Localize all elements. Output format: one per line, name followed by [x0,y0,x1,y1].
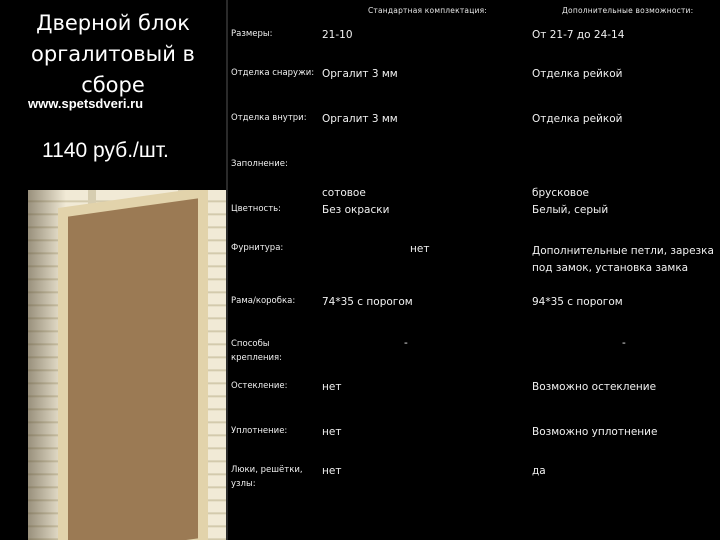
website-url: www.spetsdveri.ru [28,96,144,111]
standard-value: - [404,337,408,349]
left-panel [0,0,226,540]
header-standard: Стандартная комплектация: [368,6,488,15]
row-label: Отделка снаружи: [231,68,315,78]
standard-value: 74*35 с порогом [322,296,413,308]
standard-value: нет [322,465,342,477]
standard-value: Оргалит 3 мм [322,113,398,125]
extra-value: От 21-7 до 24-14 [532,29,625,41]
extra-value: Белый, серый [532,204,609,216]
standard-value: сотовое [322,187,366,199]
standard-value: 21-10 [322,29,353,41]
extra-value: 94*35 с порогом [532,296,623,308]
product-title [0,8,226,101]
row-label: Отделка внутри: [231,113,307,123]
standard-value: Оргалит 3 мм [322,68,398,80]
fiberboard-panel [68,198,198,540]
standard-value: Без окраски [322,204,390,216]
extra-value: да [532,465,546,477]
extra-value: Возможно уплотнение [532,426,658,438]
extra-value: - [622,337,626,349]
product-title-line-2: оргалитовый в [31,42,195,66]
spec-table [228,0,720,540]
extra-value: Отделка рейкой [532,113,623,125]
row-label: Рама/коробка: [231,296,296,306]
standard-value: нет [322,381,342,393]
row-label: Остекление: [231,381,288,391]
extra-value: Отделка рейкой [532,68,623,80]
row-label: Заполнение: [231,159,288,169]
price: 1140 руб./шт. [42,139,169,162]
product-photo [28,190,226,540]
extra-value: Возможно остекление [532,381,657,393]
row-label: Способы крепления: [231,339,283,363]
standard-value: нет [410,243,430,255]
product-title-line-3: сборе [81,73,145,97]
header-extra: Дополнительные возможности: [562,6,694,15]
door-image [58,190,208,540]
row-label: Люки, решётки, узлы: [231,465,303,489]
row-label: Размеры: [231,29,273,39]
standard-value: нет [322,426,342,438]
extra-value: брусковое [532,187,589,199]
extra-value: Дополнительные петли, зарезка под замок, установка замка [532,245,714,274]
product-title-line-1: Дверной блок [36,11,190,35]
row-label: Цветность: [231,204,282,214]
row-label: Уплотнение: [231,426,288,436]
row-label: Фурнитура: [231,243,284,253]
